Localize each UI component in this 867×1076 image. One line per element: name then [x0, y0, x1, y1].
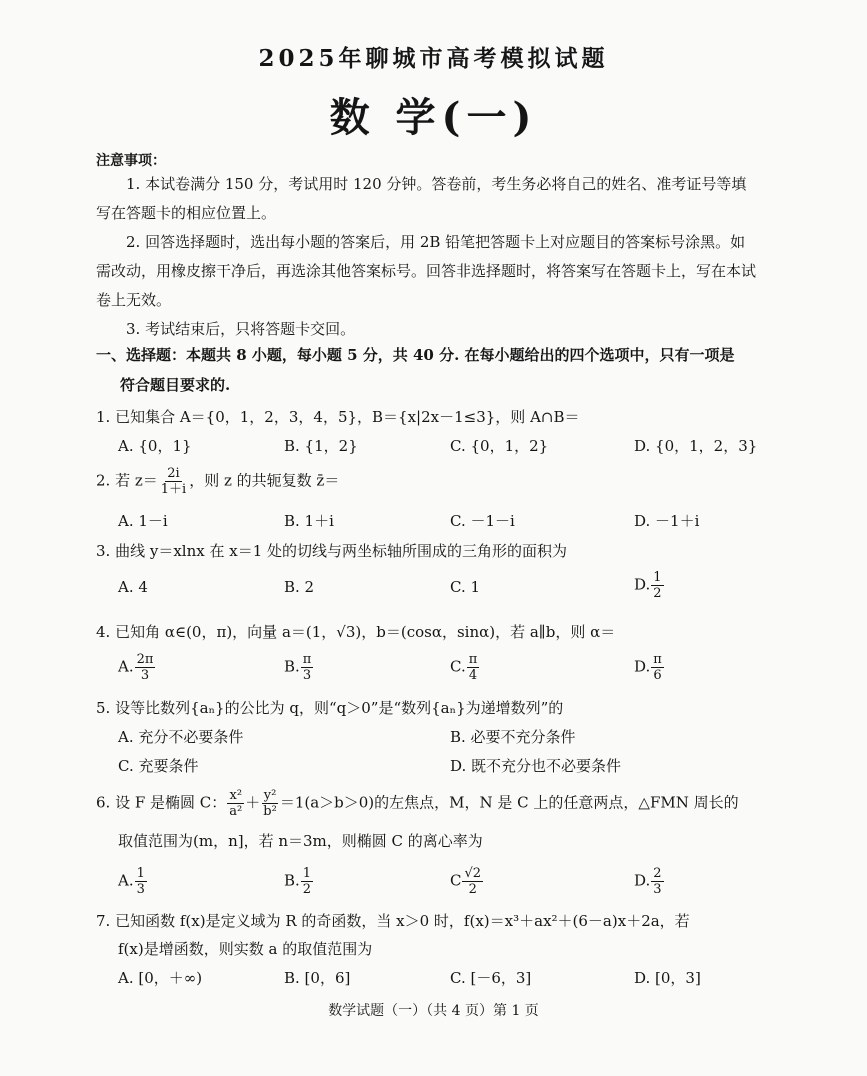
q5-option-c: C. 充要条件 [118, 757, 199, 775]
section-heading-line1: 一、选择题：本题共 8 小题，每小题 5 分，共 40 分. 在每小题给出的四个选项中，只有一项是 [96, 346, 735, 364]
q6-c-num: √2 [464, 866, 482, 881]
question-3-stem: 3. 曲线 y＝xlnx 在 x＝1 处的切线与两坐标轴所围成的三角形的面积为 [96, 542, 568, 560]
notice-heading: 注意事项： [96, 153, 166, 169]
q6-a-den: 3 [136, 882, 145, 897]
q6-option-b [284, 866, 314, 897]
q6-stem-pre: 6. 设 F 是椭圆 C： [96, 793, 227, 812]
q4-option-b-fraction [301, 652, 314, 683]
q4-option-a-label: A. [118, 657, 134, 676]
q6-stem-post: ＝1(a＞b＞0)的左焦点，M，N 是 C 上的任意两点，△FMN 周长的 [279, 793, 739, 812]
q3-option-d-label: D. [634, 575, 651, 594]
q2-option-a: A. 1－i [118, 512, 168, 530]
q4-option-b [284, 652, 314, 683]
q4-c-num: π [468, 652, 478, 667]
q6-x-num: x² [229, 788, 243, 803]
q4-c-den: 4 [468, 668, 478, 683]
q6-option-c-label: C [450, 871, 462, 890]
question-7-line1: 7. 已知函数 f(x)是定义域为 R 的奇函数，当 x＞0 时，f(x)＝x³＋ax²＋(6－a)x＋2a，若 [96, 912, 690, 930]
q5-option-a: A. 充分不必要条件 [118, 728, 244, 746]
notice-item-2: 2. 回答选择题时，选出每小题的答案后，用 2B 铅笔把答题卡上对应题目的答案标号涂黑。如需改动，用橡皮擦干净后，再选涂其他答案标号。回答非选择题时，将答案写在答题卡上，写在本试卷上无效。 [96, 233, 757, 309]
q6-y-den: b² [263, 804, 277, 819]
q6-plus: ＋ [245, 793, 261, 812]
q7-option-d: D. [0，3] [634, 969, 701, 987]
q6-option-a-label: A. [118, 871, 134, 890]
q7-option-a: A. [0，＋∞) [118, 969, 203, 987]
q3-d-num: 1 [653, 570, 662, 585]
q2-option-d: D. －1＋i [634, 512, 700, 530]
q2-fraction-den: 1＋i [160, 482, 187, 497]
q4-d-num: π [653, 652, 662, 667]
q2-fraction [159, 466, 188, 497]
q6-d-num: 2 [653, 866, 662, 881]
q1-option-a: A. {0，1} [118, 437, 192, 455]
q4-option-c-label: C. [450, 657, 466, 676]
q6-y-num: y² [263, 788, 277, 803]
q4-option-d-label: D. [634, 657, 651, 676]
question-1-stem: 1. 已知集合 A＝{0，1，2，3，4，5}，B＝{x|2x－1≤3}，则 A∩B＝ [96, 408, 580, 426]
q6-option-d [634, 866, 665, 897]
q4-option-d [634, 652, 665, 683]
notice-item-3: 3. 考试结束后，只将答题卡交回。 [126, 320, 356, 338]
q7-option-b: B. [0，6] [284, 969, 351, 987]
q4-option-b-label: B. [284, 657, 300, 676]
q1-option-b: B. {1，2} [284, 437, 358, 455]
section-heading-line2: 符合题目要求的. [120, 376, 231, 394]
question-4-stem: 4. 已知角 α∈(0，π)，向量 a＝(1，√3)，b＝(cosα，sinα)，若 a∥b，则 α＝ [96, 623, 616, 641]
q6-a-num: 1 [136, 866, 145, 881]
q6-option-c-fraction [462, 866, 483, 897]
q6-d-den: 3 [653, 882, 662, 897]
subject-title: 数 学(一) [329, 94, 538, 141]
q3-option-c: C. 1 [450, 578, 481, 596]
q6-option-b-label: B. [284, 871, 300, 890]
question-5-stem: 5. 设等比数列{aₙ}的公比为 q，则“q＞0”是“数列{aₙ}为递增数列”的 [96, 699, 564, 717]
q6-x-den: a² [229, 804, 243, 819]
question-6-stem [96, 788, 739, 819]
q2-option-b: B. 1＋i [284, 512, 334, 530]
question-7-line2: f(x)是增函数，则实数 a 的取值范围为 [118, 940, 373, 958]
q6-option-d-fraction [651, 866, 663, 897]
q3-option-a: A. 4 [118, 578, 148, 596]
q6-option-a-fraction [135, 866, 147, 897]
question-6-line2: 取值范围为(m，n]，若 n＝3m，则椭圆 C 的离心率为 [118, 832, 483, 850]
q5-option-d: D. 既不充分也不必要条件 [450, 757, 622, 775]
q4-option-d-fraction [651, 652, 664, 683]
q4-option-c [450, 652, 480, 683]
q3-option-d-fraction [651, 570, 663, 601]
q4-b-num: π [302, 652, 312, 667]
q4-option-a [118, 652, 156, 683]
q6-option-a [118, 866, 148, 897]
q3-option-d [634, 570, 665, 601]
q6-option-d-label: D. [634, 871, 651, 890]
q3-option-b: B. 2 [284, 578, 315, 596]
q2-stem-pre: 2. 若 z＝ [96, 471, 158, 490]
q2-fraction-num: 2i [167, 466, 180, 481]
q4-b-den: 3 [302, 668, 312, 683]
q4-option-c-fraction [467, 652, 480, 683]
q2-option-c: C. －1－i [450, 512, 515, 530]
q7-option-c: C. [－6，3] [450, 969, 532, 987]
q6-b-den: 2 [302, 882, 312, 897]
q1-option-d: D. {0，1，2，3} [634, 437, 758, 455]
q4-a-den: 3 [140, 668, 150, 683]
page-footer: 数学试题（一）（共 4 页）第 1 页 [328, 1003, 539, 1019]
q6-option-b-fraction [301, 866, 313, 897]
q6-fraction-y [261, 788, 279, 819]
q4-d-den: 6 [653, 668, 662, 683]
q4-a-num: 2π [136, 652, 154, 667]
q6-c-den: 2 [468, 882, 477, 897]
question-2-stem [96, 466, 339, 497]
q1-option-c: C. {0，1，2} [450, 437, 549, 455]
notice-item-1: 1. 本试卷满分 150 分，考试用时 120 分钟。答卷前，考生务必将自己的姓名、准考证号等填写在答题卡的相应位置上。 [96, 175, 747, 222]
q6-b-num: 1 [302, 866, 312, 881]
q4-option-a-fraction [135, 652, 156, 683]
q2-stem-post: ，则 z 的共轭复数 z̄＝ [189, 471, 340, 490]
q6-fraction-x [227, 788, 244, 819]
exam-title: 2025年聊城市高考模拟试题 [258, 45, 609, 72]
q6-option-c [450, 866, 484, 897]
q3-d-den: 2 [653, 586, 662, 601]
q5-option-b: B. 必要不充分条件 [450, 728, 576, 746]
